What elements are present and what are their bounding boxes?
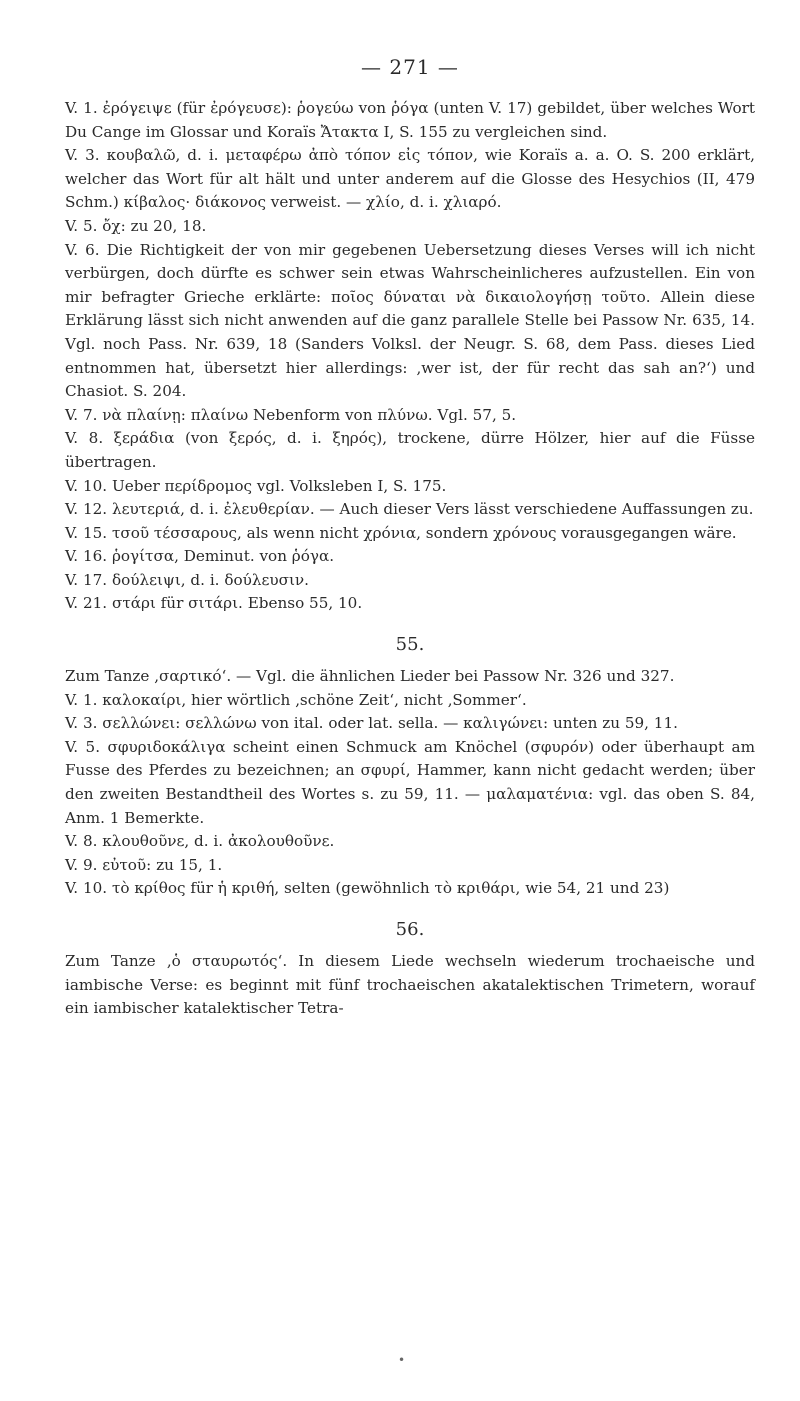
note-v8: V. 8. ξεράδια (von ξερός, d. i. ξηρός), trockene, dürre Hölzer, hier auf die Füsse übertragen. (65, 429, 755, 471)
section-heading-55: 55. (395, 634, 425, 656)
note-v6: V. 6. Die Richtigkeit der von mir gegebenen Uebersetzung dieses Verses will ich nicht verbürgen, doch dürfte es schwer sein etwas Wahrscheinlicheres aufzustellen. Ein von mir befragter Grieche erklärte: ποῖος δύναται νὰ δικαιολογήσῃ τοῦτο. Allein diese Erklärung lässt sich nicht anwenden auf die ganz parallele Stelle bei Passow Nr. 635, 14. Vgl. noch Pass. Nr. 639, 18 (Sanders Volksl. der Neugr. S. 68, dem Pass. dieses Lied entnommen hat, übersetzt hier allerdings: ‚wer ist, der für recht das sah an?‘) und Chasiot. S. 204. (65, 240, 755, 401)
notes-block-1 (65, 97, 755, 616)
section-55-note-v1: V. 1. καλοκαίρι, hier wörtlich ‚schöne Zeit‘, nicht ‚Sommer‘. (65, 690, 527, 709)
section-55-note-v9: V. 9. εὐτοῦ: zu 15, 1. (65, 855, 223, 874)
note-v15: V. 15. τσοῦ τέσσαρους, als wenn nicht χρόνια, sondern χρόνους vorausgegangen wäre. (65, 523, 737, 542)
section-56-body (65, 950, 755, 1021)
note-v10: V. 10. Ueber περίδρομος vgl. Volksleben I, S. 175. (65, 476, 447, 495)
note-v1: V. 1. ἐρόγειψε (für ἐρόγευσε): ῥογεύω von ῥόγα (unten V. 17) gebildet, über welches Wort Du Cange im Glossar und Koraïs Ἄτακτα I, S. 155 zu vergleichen sind. (65, 99, 755, 141)
footer-mark: • (398, 1353, 406, 1367)
note-v16: V. 16. ῥογίτσα, Deminut. von ῥόγα. (65, 547, 335, 566)
section-55-body (65, 665, 755, 901)
note-v7: V. 7. νὰ πλαίνῃ: πλαίνω Nebenform von πλύνω. Vgl. 57, 5. (65, 405, 517, 424)
section-55-note-v3: V. 3. σελλώνει: σελλώνω von ital. oder lat. sella. — καλιγώνει: unten zu 59, 11. (65, 714, 678, 733)
section-56-intro: Zum Tanze ‚ὁ σταυρωτός‘. In diesem Liede wechseln wiederum trochaeische und iambische Verse: es beginnt mit fünf trochaeischen akatalektischen Trimetern, worauf ein iambischer katalektischer Tetra- (65, 952, 755, 1018)
note-v3: V. 3. κουβαλῶ, d. i. μεταφέρω ἀπὸ τόπον εἰς τόπον, wie Koraïs a. a. O. S. 200 erklärt, welcher das Wort für alt hält und unter anderem auf die Glosse des Hesychios (II, 479 Schm.) κίβαλος· διάκονος verweist. — χλίο, d. i. χλιαρό. (65, 146, 755, 212)
note-v5: V. 5. ὄχ: zu 20, 18. (65, 216, 207, 235)
section-55-note-v8: V. 8. κλουθοῦνε, d. i. ἀκολουθοῦνε. (65, 832, 335, 851)
section-55-intro: Zum Tanze ‚σαρτικό‘. — Vgl. die ähnlichen Lieder bei Passow Nr. 326 und 327. (65, 667, 675, 686)
page-body (65, 55, 755, 1021)
note-v12: V. 12. λευτεριά, d. i. ἐλευθερίαν. — Auch dieser Vers lässt verschiedene Auffassungen zu. (65, 500, 754, 519)
section-55-note-v5: V. 5. σφυριδοκάλιγα scheint einen Schmuck am Knöchel (σφυρόν) oder überhaupt am Fusse des Pferdes zu bezeichnen; an σφυρί, Hammer, kann nicht gedacht werden; über den zweiten Bestandtheil des Wortes s. zu 59, 11. — μαλαματένια: vgl. das oben S. 84, Anm. 1 Bemerkte. (65, 737, 755, 827)
section-heading-56: 56. (395, 919, 425, 940)
section-55-note-v10: V. 10. τὸ κρίθος für ἡ κριθή, selten (gewöhnlich τὸ κριθάρι, wie 54, 21 und 23) (65, 879, 670, 898)
note-v21: V. 21. στάρι für σιτάρι. Ebenso 55, 10. (65, 594, 363, 613)
note-v17: V. 17. δούλειψι, d. i. δούλευσιν. (65, 570, 309, 589)
page-number: — 271 — (361, 55, 459, 79)
